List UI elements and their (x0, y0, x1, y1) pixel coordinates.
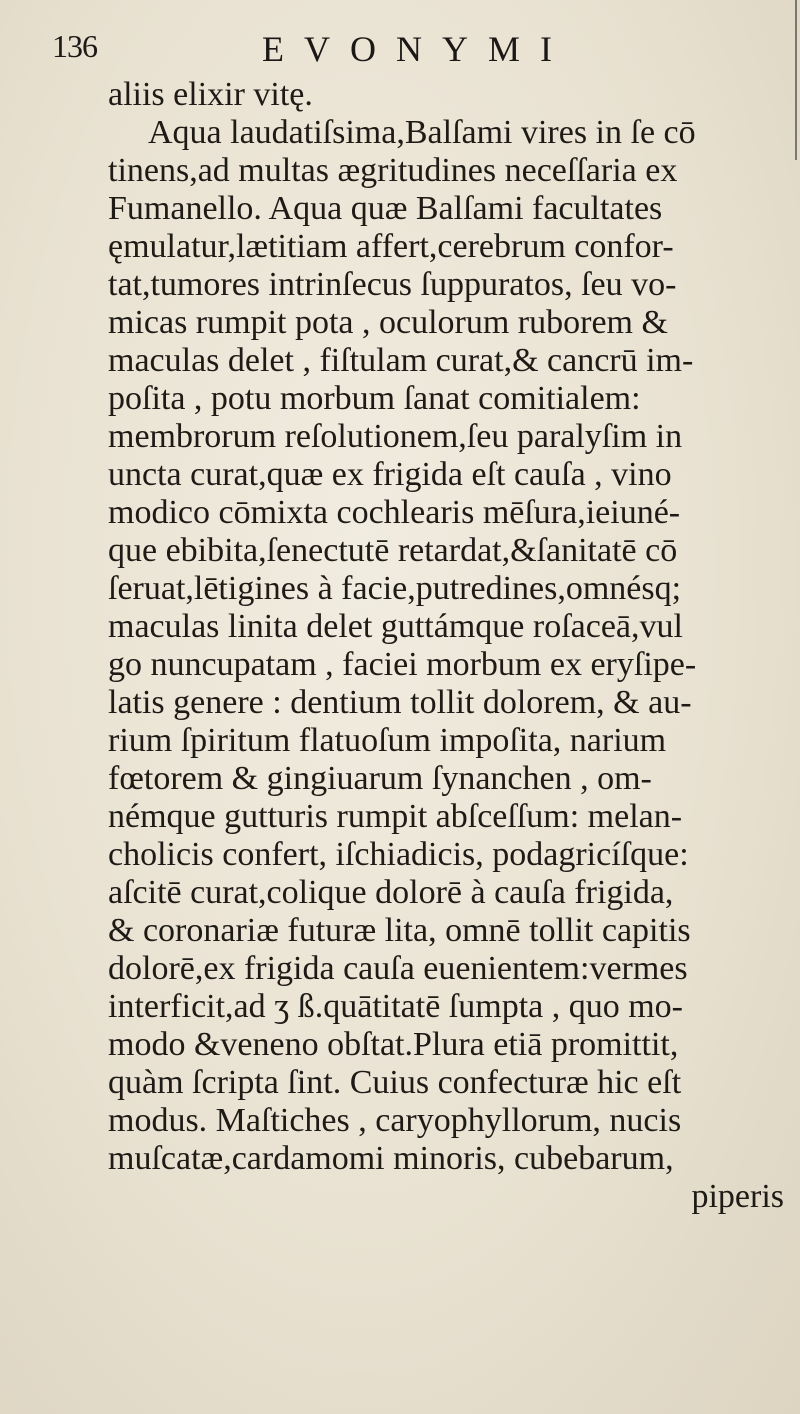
text-line: poſita , potu morbum ſanat comitialem: (108, 380, 641, 417)
text-line: ęmulatur,lætitiam affert,cerebrum confor- (108, 228, 674, 265)
text-line: membrorum reſolutionem,ſeu paralyſim in (108, 418, 683, 455)
page-number: 136 (52, 28, 97, 64)
text-line: quàm ſcripta ſint. Cuius confecturæ hic eſt (108, 1064, 682, 1101)
text-line: tinens,ad multas ægritudines neceſſaria ex (108, 152, 678, 189)
text-line: aliis elixir vitę. (108, 76, 313, 113)
text-line: aſcitē curat,colique dolorē à cauſa frigida, (108, 874, 674, 911)
text-line: maculas delet , fiſtulam curat,& cancrū im- (108, 342, 694, 379)
text-line: Aqua laudatiſsima,Balſami vires in ſe cō (148, 114, 696, 151)
text-line: Fumanello. Aqua quæ Balſami facultates (108, 190, 663, 227)
text-line: micas rumpit pota , oculorum ruborem & (108, 304, 668, 341)
text-line: modico cōmixta cochlearis mēſura,ieiuné- (108, 494, 681, 531)
text-line: que ebibita,ſenectutē retardat,&ſanitatē cō (108, 532, 678, 569)
catchword: piperis (691, 1178, 784, 1215)
text-line: ſeruat,lētigines à facie,putredines,omnésq; (108, 570, 682, 607)
text-line: interficit,ad ʒ ß.quātitatē ſumpta , quo mo- (108, 988, 683, 1025)
text-line: tat,tumores intrinſecus ſuppuratos, ſeu vo- (108, 266, 677, 303)
text-line: & coronariæ futuræ lita, omnē tollit capitis (108, 912, 691, 949)
text-line: rium ſpiritum flatuoſum impoſita, narium (108, 722, 667, 759)
text-line: modo &veneno obſtat.Plura etiā promittit, (108, 1026, 679, 1063)
page-header (0, 28, 800, 78)
text-line: modus. Maſtiches , caryophyllorum, nucis (108, 1102, 682, 1139)
text-line: maculas linita delet guttámque roſaceā,vul (108, 608, 683, 645)
text-line: muſcatæ,cardamomi minoris, cubebarum, (108, 1140, 674, 1177)
text-line: go nuncupatam , faciei morbum ex eryſipe- (108, 646, 697, 683)
text-line: cholicis confert, iſchiadicis, podagricíſque: (108, 836, 689, 873)
running-head: EVONYMI (262, 29, 572, 69)
text-line: dolorē,ex frigida cauſa euenientem:vermes (108, 950, 688, 987)
body-text (108, 76, 798, 1216)
text-line: uncta curat,quæ ex frigida eſt cauſa , vino (108, 456, 672, 493)
text-line: fœtorem & gingiuarum ſynanchen , om- (108, 760, 652, 797)
text-line: némque gutturis rumpit abſceſſum: melan- (108, 798, 683, 835)
text-line: latis genere : dentium tollit dolorem, & au- (108, 684, 692, 721)
